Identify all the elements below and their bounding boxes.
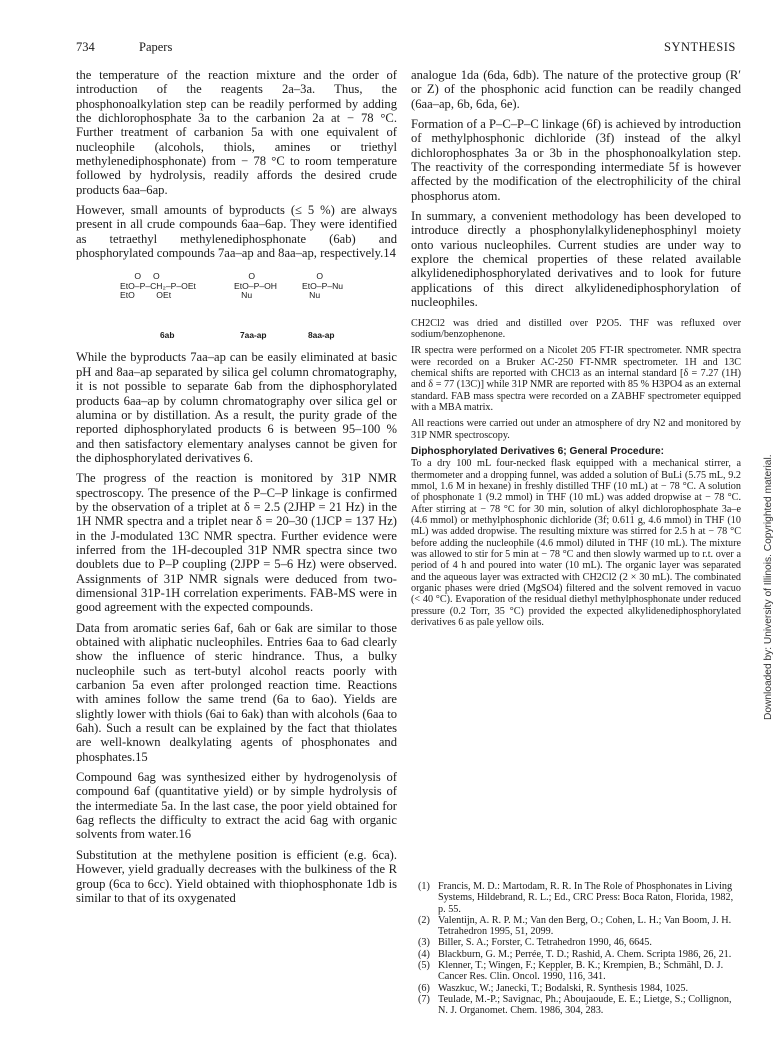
download-notice — [755, 380, 774, 720]
left-paragraph-4: The progress of the reaction is monitored by 31P NMR spectroscopy. The presence of the P–C–P linkage is confirmed by the observation of a triplet at δ = 2.5 (2JHP = 21 Hz) in the 1H NMR spectra and a triplet near δ = 20–30 (1JCP = 137 Hz) in the J-modulated 13C NMR spectra. Further evidence were inferred from the 1H-decoupled 31P NMR spectra since two doublets due to P–P coupling (2JPP = 5–6 Hz) were observed. Assignments of 31P NMR signals were deduced from two-dimensional 31P-1H correlation experiments. FAB-MS were in good agreement with the expected compounds. — [76, 471, 397, 615]
reference-item — [418, 881, 741, 915]
right-paragraph-2: Formation of a P–C–P–C linkage (6f) is achieved by introduction of methylphosphonic dichloride (3f) instead of the alkyl dichlorophosphates 3a or 3b in the phosphonoalkylation step. The reactivity of the corresponding intermediate 5f is however affected by the modification of the electrophilicity of the chiral phosphorus atom. — [411, 117, 741, 203]
procedure-text: To a dry 100 mL four-necked flask equipped with a mechanical stirrer, a thermometer and a dropping funnel, was added a solution of BuLi (5.75 mL, 9.2 mmol, 1.6 M in hexane) in freshly distilled THF (10 mL) at − 78 °C. A solution of phosphonate 1 (9.2 mmol) in THF (10 mL) was added dropwise at − 78 °C. After stirring at − 78 °C for 30 min, solution of alkyl dichlorophosphate 3a–e (4.6 mmol) or methylphosphonic dichloride (3f; 0.611 g, 4.6 mmol) in THF (10 mL) was added dropwise. The resulting mixture was stirred for 2.5 h at − 78 °C before adding the nucleophile (4.6 mmol) diluted in THF (10 mL). The mixture was allowed to stir for 5 min at − 78 °C and then slowly warmed up to r.t. over a period of 4 h and poured into water (10 mL). The organic layer was separated and the aqueous layer was extracted with CH2Cl2 (2 × 30 mL). The combinated organic phases were dried (MgSO4) filtered and the solvent removed in vacuo (< 40 °C). Evaporation of the residual diethyl methylphosphonate under reduced pressure (0.2 Torr, 35 °C) provided the expected alkylidenediphosphorylated derivatives 6 as pale yellow oils. — [411, 458, 741, 629]
experimental-section — [411, 318, 741, 629]
structure-label-6ab: 6ab — [160, 330, 175, 341]
procedure-title: Diphosphorylated Derivatives 6; General Procedure: — [411, 445, 665, 457]
reference-item — [418, 915, 741, 938]
reference-number: (7) — [418, 993, 430, 1005]
page-number: 734 — [76, 40, 95, 54]
reference-number: (1) — [418, 881, 430, 892]
left-column — [76, 68, 397, 911]
left-paragraph-7: Substitution at the methylene position is efficient (e.g. 6ca). However, yield gradually decreases with the bulkiness of the R group (6ca to 6cc). Yield obtained with thiophosphonate 1db is similar to that of its oxygenated — [76, 847, 397, 905]
structure-6ab: O O EtO–P–CH₂–P–OEt EtO OEt — [120, 271, 196, 301]
references-list — [418, 881, 741, 1017]
reference-item — [418, 960, 741, 983]
experimental-instruments: IR spectra were performed on a Nicolet 205 FT-IR spectrometer. NMR spectra were recorded on a Bruker AC-250 FT-NMR spectrometer. 1H and 13C chemical shifts are reported with CHCl3 as an internal standard [δ = 7.27 (1H) and δ = 77 (13C)] while 31P NMR are reported with 85 % H3PO4 as an external standard. FAB mass spectra were recorded on a ZABHF spectrometer equipped with a MBA matrix. — [411, 345, 741, 413]
reference-item — [418, 994, 741, 1017]
reference-text: Biller, S. A.; Forster, C. Tetrahedron 1990, 46, 6645. — [438, 937, 652, 949]
left-paragraph-3: While the byproducts 7aa–ap can be easily eliminated at basic pH and 8aa–ap separated by silica gel column chromatography, it is not possible to separate 6ab from the diphosphorylated products 6aa–ap by column chromatography over silica gel or alumina or by distillation. As a result, the purity grade of the reported diphosphorylated products 6 is between 95–100 % and then satisfactory elementary analyses cannot be given for the diphosphorylated derivatives 6. — [76, 350, 397, 465]
reference-text: Francis, M. D.: Martodam, R. R. In The Role of Phosphonates in Living Systems, Hildebrand, R. L.; Ed., CRC Press: Boca Raton, Florida, 1982, p. 55. — [438, 881, 734, 915]
structure-8aa-ap: O EtO–P–Nu Nu — [302, 271, 344, 301]
journal-name: SYNTHESIS — [664, 40, 736, 54]
experimental-solvents: CH2Cl2 was dried and distilled over P2O5. THF was refluxed over sodium/benzophenone. — [411, 317, 741, 340]
structure-label-7aa-ap: 7aa-ap — [240, 330, 267, 341]
structure-label-8aa-ap: 8aa-ap — [308, 330, 335, 341]
reference-item — [418, 983, 741, 994]
reference-number: (4) — [418, 948, 430, 960]
reference-number: (6) — [418, 982, 430, 994]
right-column — [411, 68, 741, 633]
structure-7aa-ap: O EtO–P–OH Nu — [234, 271, 277, 301]
section-label: Papers — [139, 40, 173, 54]
reference-number: (3) — [418, 937, 430, 949]
reference-text: Valentijn, A. R. P. M.; Van den Berg, O.; Cohen, L. H.; Van Boom, J. H. Tetrahedron 1995, 51, 2099. — [438, 914, 732, 938]
chemical-structures — [76, 266, 397, 342]
reference-number: (2) — [418, 914, 430, 926]
reference-item — [418, 937, 741, 948]
reference-text: Teulade, M.-P.; Savignac, Ph.; Aboujaoude, E. E.; Lietge, S.; Collignon, N. J. Organomet. Chem. 1986, 304, 283. — [438, 993, 732, 1017]
left-paragraph-2: However, small amounts of byproducts (≤ 5 %) are always present in all crude compounds 6aa–6ap. They were identified as tetraethyl methylenediphosphonate (6ab) and phosphorylated compounds 7aa–ap and 8aa–ap, respectively.14 — [76, 203, 397, 261]
left-paragraph-5: Data from aromatic series 6af, 6ah or 6ak are similar to those obtained with aliphatic nucleophiles. Entries 6aa to 6ad clearly show the influence of steric hindrance. Thus, a bulky nucleophile such as tert-butyl alcohol reacts poorly with carbanion 5a even after prolonged reaction time. Reactions with amines follow the same trend (6a to 6ao). Yields are slightly lower with thiols (6ai to 6ak) than with alcohols (6aa to 6ah). Such a result can be explained by the fact that thiolates are well-known dealkylating agents of phosphonates and phosphates.15 — [76, 620, 397, 764]
reference-item — [418, 949, 741, 960]
experimental-conditions: All reactions were carried out under an atmosphere of dry N2 and monitored by 31P NMR spectroscopy. — [411, 418, 741, 441]
reference-text: Klenner, T.; Wingen, F.; Keppler, B. K.; Krempien, B.; Schmähl, D. J. Cancer Res. Clin. Oncol. 1990, 116, 341. — [438, 960, 724, 983]
reference-text: Waszkuc, W.; Janecki, T.; Bodalski, R. Synthesis 1984, 1025. — [438, 982, 689, 994]
right-paragraph-3: In summary, a convenient methodology has been developed to introduce directly a phosphonylalkylidenephosphinyl moiety onto various nucleophiles. Current studies are under way to explore the chemical properties of these related available alkylidenediphosphorylated derivatives and to look for future applications of this direct alkylidenediphosphorylation of nucleophiles. — [411, 209, 741, 310]
right-paragraph-1: analogue 1da (6da, 6db). The nature of the protective group (R′ or Z) of the phosphonic acid function can be readily changed (6aa–ap, 6b, 6da, 6e). — [411, 68, 741, 111]
reference-number: (5) — [418, 960, 430, 972]
left-paragraph-1: the temperature of the reaction mixture and the order of introduction of the reagents 2a–3a. Thus, the phosphonoalkylation step can be readily performed by adding the dichlorophosphate 3a to the carbanion 2a at − 78 °C. Further treatment of carbanion 5a with one equivalent of nucleophile (alcohols, thiols, amines or triethyl methylenediphosphonate) from − 78 °C to room temperature followed by hydrolysis, readily affords the desired crude products 6aa–6ap. — [76, 68, 397, 197]
left-paragraph-6: Compound 6ag was synthesized either by hydrogenolysis of compound 6af (quantitative yield) or by simple hydrolysis of the intermediate 5a. In the last case, the poor yield obtained for 6ag reflects the difficulty to extract the acid 6ag with organic solvents from water.16 — [76, 770, 397, 842]
reference-text: Blackburn, G. M.; Perrée, T. D.; Rashid, A. Chem. Scripta 1986, 26, 21. — [438, 948, 732, 960]
download-notice-text: Downloaded by: University of Illinois. Copyrighted material. — [763, 454, 774, 720]
